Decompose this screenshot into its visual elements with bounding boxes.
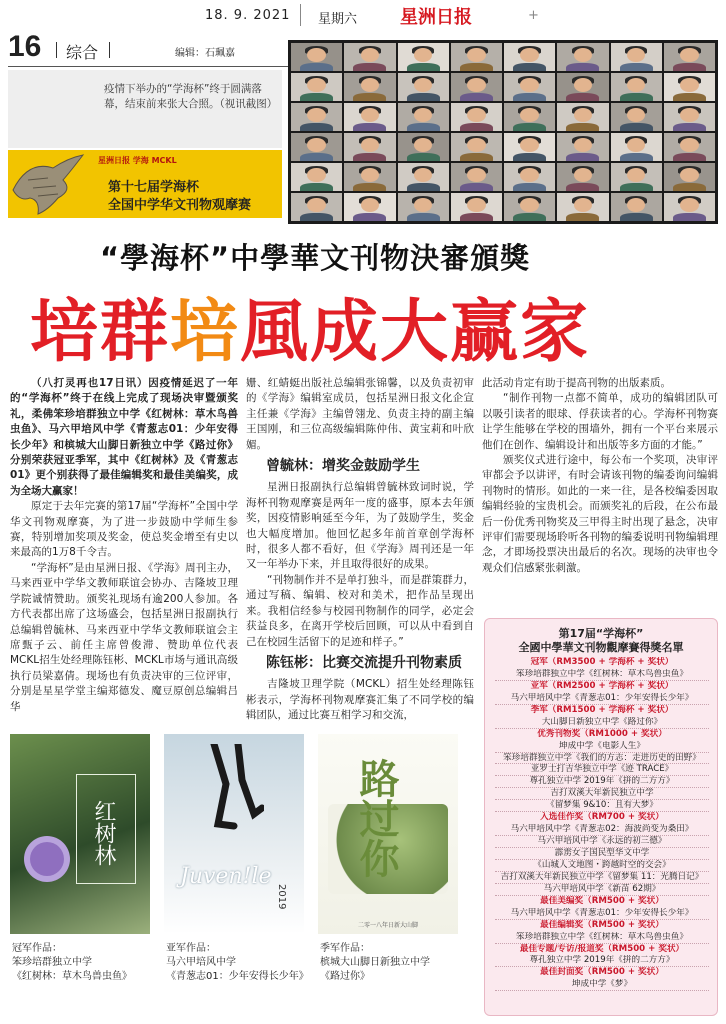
- participant-tile: [451, 193, 502, 221]
- award-entry: 吉打双溪大年新民独立中学: [495, 788, 709, 800]
- participant-tile: [398, 193, 449, 221]
- person-face: [627, 108, 645, 122]
- article-paragraph: 吉隆坡卫理学院（MCKL）招生处经理陈钰彬表示，学海杯刊物观摩赛汇集了不同学校的编辑团队，通过比赛互相学习和交流，: [246, 678, 474, 722]
- person-face: [414, 138, 432, 152]
- award-label: 季军作品：: [320, 943, 370, 954]
- banner-title: 第十七届学海杯: [108, 180, 200, 195]
- person-face: [680, 78, 698, 92]
- award-entry: 尊孔独立中学 2019年《拼的二方方》: [495, 955, 709, 967]
- participant-tile: [344, 133, 395, 161]
- school-name: 马六甲培风中学: [166, 957, 236, 968]
- person-body: [513, 153, 546, 161]
- participant-tile: [291, 43, 342, 71]
- person-body: [460, 153, 493, 161]
- article-paragraph: “制作刊物一点都不简单，成功的编辑团队可以吸引读者的眼球、俘获读者的心。学海杯刊物赛让学生能够在学校的围墙外，拥有一个平台来展示他们在创作、编辑设计和出版等多方面的才能。”: [482, 392, 718, 451]
- award-entry: 笨珍培群独立中学《我们的方志：走进历史的田野》: [495, 753, 709, 765]
- participant-tile: [398, 103, 449, 131]
- cover-third: [318, 734, 458, 934]
- award-entry: 笨珍培群独立中学《红树林：草木鸟兽虫鱼》: [495, 932, 709, 944]
- cover-footer: 二零一八年日新大山脚: [358, 922, 419, 929]
- participant-tile: [451, 73, 502, 101]
- award-category: 季军（RM1500 + 学海杯 + 奖状）: [530, 704, 674, 715]
- headline-part-1: 培群: [30, 293, 171, 372]
- photo-caption: 疫情下举办的“学海杯”终于圆满落幕，结束前来张大合照。（视讯截图）: [104, 83, 278, 110]
- person-body: [353, 63, 386, 71]
- person-face: [307, 168, 325, 182]
- cover-champion: [10, 734, 150, 934]
- participant-tile: [664, 73, 715, 101]
- article-column-1: [10, 376, 238, 715]
- participant-tile: [504, 163, 555, 191]
- person-body: [566, 153, 599, 161]
- person-body: [407, 93, 440, 101]
- weekday: 星期六: [318, 12, 358, 27]
- person-face: [307, 78, 325, 92]
- person-face: [627, 48, 645, 62]
- participant-tile: [611, 193, 662, 221]
- contest-banner: [8, 150, 282, 218]
- participant-tile: [344, 193, 395, 221]
- participant-tile: [664, 103, 715, 131]
- person-face: [520, 168, 538, 182]
- cover-title-art: Juven!le: [180, 864, 272, 889]
- person-body: [407, 123, 440, 131]
- participant-tile: [398, 43, 449, 71]
- person-body: [566, 93, 599, 101]
- cover-caption-3: [320, 942, 430, 984]
- person-face: [414, 48, 432, 62]
- person-body: [300, 153, 333, 161]
- participant-tile: [344, 43, 395, 71]
- award-entry: 马六甲培风中学《青葱志01：少年安得长少年》: [495, 693, 709, 705]
- person-face: [680, 108, 698, 122]
- participant-tile: [291, 133, 342, 161]
- award-category: 最佳美编奖（RM500 + 奖状）: [540, 895, 664, 906]
- person-face: [574, 108, 592, 122]
- publication-title: 《路过你》: [320, 971, 370, 982]
- person-body: [460, 63, 493, 71]
- participant-tile: [398, 73, 449, 101]
- person-face: [520, 198, 538, 212]
- person-face: [680, 168, 698, 182]
- person-body: [353, 123, 386, 131]
- participant-tile: [344, 163, 395, 191]
- article-paragraph: 此活动肯定有助于提高刊物的出版素质。: [482, 377, 671, 389]
- participant-tile: [291, 163, 342, 191]
- person-face: [361, 48, 379, 62]
- person-body: [620, 213, 653, 221]
- cover-title-art: 红树林: [91, 800, 116, 866]
- person-body: [513, 93, 546, 101]
- person-body: [300, 213, 333, 221]
- award-entry: 马六甲培风中学《青葱志02：海波尚变为桑田》: [495, 824, 709, 836]
- person-body: [460, 123, 493, 131]
- article-paragraph: “学海杯”是由星洲日报、《学海》周刊主办，马来西亚中学华文教师联谊会协办、吉隆坡卫理学院诚情赞助。颁奖礼现场有逾200人参加。各方代表都出席了这场盛会，包括星洲日报副执行总编辑曾毓林、马来西亚中学华文教师联谊会主席甄子云、前任主席曾俊滞、赞助单位代表MCKL招生处经理陈钰彬、MCKL市场与通讯高级执行员梁嘉倩。现场也有负责决审的三位评审，分别是星星学堂主编郑德发、魔豆原创总编辑吕华: [10, 561, 238, 713]
- headline-part-3: 風: [240, 293, 311, 372]
- participant-tile: [611, 163, 662, 191]
- person-face: [627, 138, 645, 152]
- award-entry: 《山城人文地图・跨越时空的交会》: [495, 860, 709, 872]
- person-body: [673, 63, 706, 71]
- person-face: [361, 198, 379, 212]
- person-face: [467, 198, 485, 212]
- participant-tile: [664, 43, 715, 71]
- participant-tile: [557, 193, 608, 221]
- person-body: [300, 63, 333, 71]
- participant-tile: [557, 163, 608, 191]
- flower-icon: [30, 842, 64, 876]
- photo-caption-box: [8, 70, 282, 148]
- article-column-3: [482, 376, 718, 576]
- school-name: 笨珍培群独立中学: [12, 957, 92, 968]
- participant-tile: [291, 103, 342, 131]
- award-category: 最佳专题/专访/报道奖（RM500 + 奖状）: [519, 943, 685, 954]
- school-name: 槟城大山脚日新独立中学: [320, 957, 430, 968]
- award-entry: 大山脚日新独立中学《路过你》: [495, 717, 709, 729]
- page-number: 16: [8, 30, 42, 63]
- person-face: [574, 48, 592, 62]
- person-face: [307, 48, 325, 62]
- participant-tile: [344, 103, 395, 131]
- participant-tile: [504, 103, 555, 131]
- person-body: [300, 183, 333, 191]
- award-entry: 马六甲培风中学《新苗 62期》: [495, 884, 709, 896]
- sponsor-logos: 星洲日报 学海 MCKL: [98, 156, 177, 165]
- award-entry: 亚罗士打吉华独立中学《迹 TRACE》: [495, 764, 709, 776]
- participant-tile: [451, 163, 502, 191]
- person-face: [361, 138, 379, 152]
- cover-runner-up: [164, 734, 304, 934]
- masthead-bar: [0, 0, 726, 32]
- person-face: [520, 48, 538, 62]
- person-body: [353, 93, 386, 101]
- award-entry: 尊孔独立中学 2019年《拼的二方方》: [495, 776, 709, 788]
- article-paragraph: “刊物制作并不是单打独斗，而是群策群力，通过写稿、编辑、校对和美术，把作品呈现出来。我相信经参与校园刊物制作的同学，必定会获益良多，在离开学校后回顾，可以从中看到自己在校园生活留下的足迹和样子。”: [246, 573, 474, 648]
- person-body: [673, 93, 706, 101]
- award-label: 冠军作品：: [12, 943, 62, 954]
- award-entry: 霹雳女子国民型华文中学: [495, 848, 709, 860]
- person-face: [574, 138, 592, 152]
- person-body: [620, 153, 653, 161]
- person-face: [307, 138, 325, 152]
- person-body: [673, 153, 706, 161]
- participant-tile: [611, 103, 662, 131]
- banner-subtitle: 全国中学华文刊物观摩赛: [108, 198, 252, 213]
- participant-tile: [557, 43, 608, 71]
- person-body: [566, 63, 599, 71]
- article-lead: （八打灵再也17日讯）因疫情延迟了一年的“学海杯”终于在线上完成了现场决审暨颁奖礼，柔佛笨珍培群独立中学《红树林：草木鸟兽虫鱼》、马六甲培风中学《青葱志01：少年安得长少年》和槟城大山脚日新独立中学《路过你》分别荣获冠亚季军，其中《红树林》及《青葱志01》更个别获得了最佳编辑奖和最佳美编奖，成为全场大赢家！: [10, 377, 238, 497]
- person-face: [520, 108, 538, 122]
- editor-credit: 编辑：石珮嘉: [175, 48, 235, 59]
- participant-tile: [611, 73, 662, 101]
- person-body: [620, 183, 653, 191]
- person-body: [407, 63, 440, 71]
- person-face: [361, 168, 379, 182]
- person-face: [414, 168, 432, 182]
- person-face: [414, 78, 432, 92]
- person-body: [620, 93, 653, 101]
- person-body: [353, 183, 386, 191]
- cover-caption-1: [12, 942, 132, 984]
- person-body: [353, 153, 386, 161]
- participant-tile: [451, 133, 502, 161]
- person-face: [520, 78, 538, 92]
- person-body: [513, 123, 546, 131]
- award-category: 亚军（RM2500 + 学海杯 + 奖状）: [530, 680, 674, 691]
- participant-tile: [291, 193, 342, 221]
- participant-tile: [664, 163, 715, 191]
- person-body: [300, 123, 333, 131]
- publication-title: 《青葱志01：少年安得长少年》: [166, 971, 309, 982]
- person-body: [566, 183, 599, 191]
- award-label: 亚军作品：: [166, 943, 216, 954]
- article-paragraph: 颁奖仪式进行途中，每公布一个奖项，决审评审都会予以讲评，有时会请该刊物的编委询问编辑刊物时的情形。如此的一来一往，是各校编委因取编辑经验的宝贵机会。而颁奖礼的后段，在公布最后一份优秀刊物奖及三甲得主时出现了悬念，决审评审们需要现场聆听各刊物的编委说明刊物编辑理念，才即场投票决出最后的名次。现场的决审也令观众们信感紧张刺激。: [482, 454, 718, 574]
- person-face: [467, 78, 485, 92]
- subheading: 陈钰彬：比赛交流提升刊物素质: [266, 654, 462, 671]
- article-paragraph: 原定于去年完赛的第17届“学海杯”全国中学华文刊物观摩赛，为了进一步鼓励中学师生参赛，特别增加奖项及奖金，使总奖金增至有史以来最高的1万8千令吉。: [10, 500, 238, 559]
- participant-tile: [611, 133, 662, 161]
- person-face: [680, 198, 698, 212]
- person-face: [680, 138, 698, 152]
- person-face: [467, 48, 485, 62]
- award-entry: 《留梦集 9&10：且有大梦》: [495, 800, 709, 812]
- award-entry: 坤成中学《电影人生》: [495, 741, 709, 753]
- participant-tile: [664, 193, 715, 221]
- subheading: 曾毓林：增奖金鼓励学生: [266, 458, 420, 475]
- person-body: [513, 63, 546, 71]
- section-name: 综合: [66, 40, 98, 63]
- participant-tile: [611, 43, 662, 71]
- person-face: [467, 138, 485, 152]
- person-face: [361, 108, 379, 122]
- participant-tile: [344, 73, 395, 101]
- person-face: [680, 48, 698, 62]
- award-category: 最佳封面奖（RM500 + 奖状）: [540, 967, 664, 978]
- newspaper-logo: 星洲日报: [400, 7, 472, 28]
- person-body: [460, 213, 493, 221]
- participant-tile: [504, 193, 555, 221]
- award-category: 冠军（RM3500 + 学海杯 + 奖状）: [530, 657, 674, 667]
- person-body: [460, 183, 493, 191]
- person-face: [307, 198, 325, 212]
- winners-list-box: [484, 618, 718, 1016]
- participant-tile: [504, 133, 555, 161]
- award-entry: 吉打双溪大年新民独立中学《留梦集 11：光腾日记》: [495, 872, 709, 884]
- person-body: [566, 123, 599, 131]
- award-category: 优秀刊物奖（RM1000 + 奖状）: [537, 728, 667, 739]
- person-body: [460, 93, 493, 101]
- article-paragraph: 星洲日报副执行总编辑曾毓林致词时说，学海杯刊物观摩赛是两年一度的盛事，原本去年颁奖，因疫情影响延至今年，为了鼓励学生，奖金也大幅度增加。他回忆起多年前首章创学海杯时，很多人都不看好，但《学海》周刊还是一年又一年举办下来，并且取得很好的成果。: [246, 481, 474, 571]
- participant-tile: [398, 163, 449, 191]
- person-body: [407, 153, 440, 161]
- person-body: [353, 213, 386, 221]
- divider: [300, 4, 301, 26]
- person-body: [566, 213, 599, 221]
- person-body: [513, 213, 546, 221]
- issue-date: 18. 9. 2021: [205, 8, 291, 23]
- award-entry: 马六甲培风中学《永远的初三德》: [495, 836, 709, 848]
- participant-tile: [504, 43, 555, 71]
- participant-tile: [557, 103, 608, 131]
- publication-title: 《红树林：草木鸟兽虫鱼》: [12, 971, 132, 982]
- award-category: 入选佳作奖（RM700 + 奖状）: [540, 812, 664, 823]
- person-body: [673, 123, 706, 131]
- jumping-legs-icon: [204, 744, 264, 834]
- winners-subtitle: 全國中學華文刊物觀摩賽得獎名單: [518, 641, 684, 654]
- person-face: [574, 198, 592, 212]
- person-body: [673, 183, 706, 191]
- person-body: [513, 183, 546, 191]
- cover-title-art: 路过你: [353, 758, 400, 878]
- participant-tile: [451, 103, 502, 131]
- person-body: [620, 123, 653, 131]
- cover-caption-2: [166, 942, 309, 984]
- person-face: [574, 78, 592, 92]
- award-category: 最佳编辑奖（RM500 + 奖状）: [540, 919, 664, 930]
- headline-part-4: 成大赢家: [310, 293, 591, 372]
- person-face: [467, 168, 485, 182]
- article-column-2: [246, 376, 474, 724]
- headline-part-2: 培: [170, 293, 241, 372]
- cover-year: 2019: [276, 884, 287, 910]
- person-face: [627, 78, 645, 92]
- participant-tile: [451, 43, 502, 71]
- participant-tile: [504, 73, 555, 101]
- person-face: [361, 78, 379, 92]
- participant-tile: [398, 133, 449, 161]
- registration-mark: +: [528, 8, 539, 23]
- participant-tile: [557, 133, 608, 161]
- person-face: [627, 198, 645, 212]
- award-entry: 坤成中学《梦》: [495, 979, 709, 991]
- person-body: [407, 213, 440, 221]
- eagle-icon: [8, 150, 88, 218]
- person-face: [467, 108, 485, 122]
- award-entry: 笨珍培群独立中学《红树林：草木鸟兽虫鱼》: [495, 669, 709, 681]
- person-body: [673, 213, 706, 221]
- person-body: [300, 93, 333, 101]
- video-call-screenshot: [288, 40, 718, 224]
- person-body: [620, 63, 653, 71]
- participant-tile: [291, 73, 342, 101]
- person-face: [307, 108, 325, 122]
- winners-rows: [495, 657, 709, 991]
- award-entry: 马六甲培风中学《青葱志01：少年安得长少年》: [495, 908, 709, 920]
- person-face: [574, 168, 592, 182]
- headline-main: [30, 278, 590, 375]
- person-face: [414, 198, 432, 212]
- person-face: [414, 108, 432, 122]
- participant-tile: [664, 133, 715, 161]
- person-face: [627, 168, 645, 182]
- winners-title: 第17届“学海杯”: [558, 627, 644, 640]
- person-body: [407, 183, 440, 191]
- headline-kicker: “學海杯”中學華文刊物決審頒獎: [100, 241, 531, 275]
- person-face: [520, 138, 538, 152]
- article-paragraph: 姗、红蜻蜓出版社总编辑张锦馨，以及负责初审的《学海》编辑室成员，包括星洲日报文化企宣主任兼《学海》主编曾翎龙、负责主持的副主编王国刚，和三位高级编辑陈仲伟、黄宝莉和叶欣媚。: [246, 377, 474, 451]
- participant-tile: [557, 73, 608, 101]
